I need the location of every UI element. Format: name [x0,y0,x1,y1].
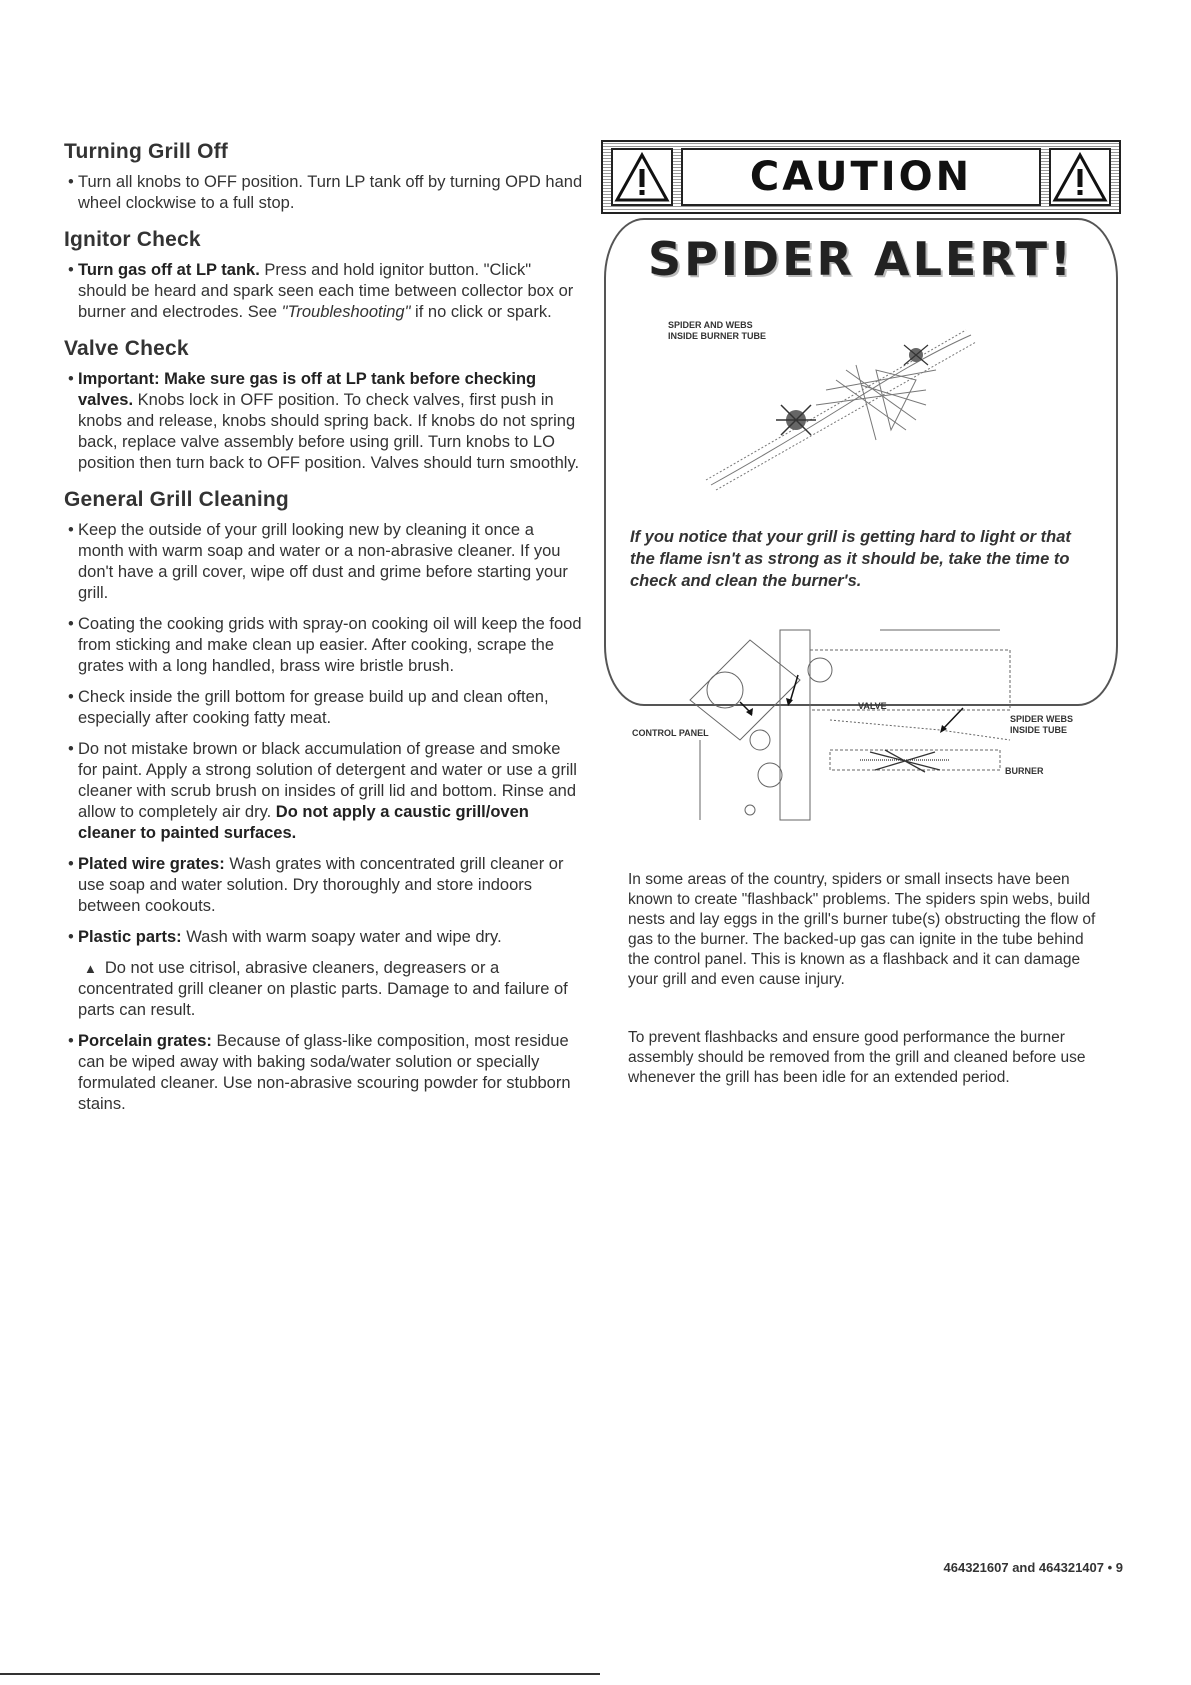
grill-valve-diagram [680,620,1040,835]
bullet-clean-grease: • Do not mistake brown or black accumulation of grease and smoke for paint. Apply a strong solution of detergent and water or use a grill cleaner with scrub brush on insides of grill lid and bottom. Rinse and allow to completely air dry. Do not apply a caustic grill/oven cleaner to painted surfaces. [68,740,577,842]
heading-turning-off: Turning Grill Off [64,140,228,163]
heading-ignitor: Ignitor Check [64,228,201,251]
heading-valve: Valve Check [64,337,189,360]
warning-triangle-icon: ▲ [84,961,97,976]
warning-icon-left [611,148,673,206]
spider-alert-paragraph-1: In some areas of the country, spiders or small insects have been known to create "flashback" problems. The spiders spin webs, build nests and lay eggs in the grill's burner tube(s) obstructing the flow of gas to the burner. The backed-up gas can ignite in the tube behind the control panel. This is known as a flashback and it can damage your grill and even cause injury. [628,871,1096,988]
bullet-clean-grids: • Coating the cooking grids with spray-on cooking oil will keep the food from sticking and make clean up easier. After cooking, scrape the grates with a long handled, brass wire bristle brush. [68,615,582,675]
warning-plastic-parts: ▲ Do not use citrisol, abrasive cleaners, degreasers or a concentrated grill cleaner on plastic parts. Damage to and failure of parts can result. [78,959,568,1019]
bullet-clean-bottom: • Check inside the grill bottom for grease build up and clean often, especially after cooking fatty meat. [68,688,549,727]
label-spider-webs-tube: SPIDER AND WEBS INSIDE BURNER TUBE [668,320,767,341]
bullet-ignitor: • Turn gas off at LP tank. Press and hold ignitor button. "Click" should be heard and spark seen each time between collector box or burner and electrodes. See "Troubleshooting" if no click or spark. [68,261,574,321]
section-cleaning [64,488,584,1115]
bullet-plastic-parts: • Plastic parts: Wash with warm soapy water and wipe dry. [68,928,502,946]
bullet-porcelain-grates: • Porcelain grates: Because of glass-like composition, most residue can be wiped away with baking soda/water solution or specially formulated cleaner. Use non-abrasive scouring powder for stubborn stains. [68,1032,571,1113]
warning-triangle-icon [613,150,671,204]
bottom-rule [0,1673,600,1675]
burner-tube-illustration [676,310,1006,510]
warning-icon-right [1049,148,1111,206]
bullet-turning-off: • Turn all knobs to OFF position. Turn LP tank off by turning OPD hand wheel clockwise to a full stop. [68,173,583,212]
label-burner: BURNER [1005,766,1044,776]
caution-label-box [681,148,1041,206]
section-turning-off [64,140,584,214]
spider-alert-paragraph-2: To prevent flashbacks and ensure good performance the burner assembly should be removed from the grill and cleaned before use whenever the grill has been idle for an extended period. [628,1029,1086,1086]
heading-cleaning: General Grill Cleaning [64,488,289,511]
section-ignitor [64,228,584,323]
bullet-clean-outside: • Keep the outside of your grill looking new by cleaning it once a month with warm soap and water or a non-abrasive cleaner. If you don't have a grill cover, wipe off dust and grime before starting your grill. [68,521,568,602]
warning-triangle-icon [1051,150,1109,204]
spider-alert-intro: If you notice that your grill is getting hard to light or that the flame isn't as strong as it should be, take the time to check and clean the burner's. [630,528,1071,590]
page-footer: 464321607 and 464321407 • 9 [943,1560,1123,1575]
section-valve [64,337,584,474]
left-column [64,140,584,1129]
label-spider-webs-inside: SPIDER WEBS INSIDE TUBE [1010,714,1074,735]
label-control-panel: CONTROL PANEL [632,728,709,738]
bullet-valve: • Important: Make sure gas is off at LP tank before checking valves. Knobs lock in OFF position. To check valves, first push in knobs and release, knobs should spring back. If knobs do not spring back, replace valve assembly before using grill. Turn knobs to LO position then turn back to OFF position. Valves should turn smoothly. [68,370,580,472]
spider-alert-title: SPIDER ALERT! [647,232,1075,286]
caution-banner [601,140,1121,214]
label-valve: VALVE [858,701,887,711]
bullet-plated-grates: • Plated wire grates: Wash grates with concentrated grill cleaner or use soap and water solution. Dry thoroughly and store indoors between cookouts. [68,855,564,915]
caution-label: CAUTION [749,154,973,200]
